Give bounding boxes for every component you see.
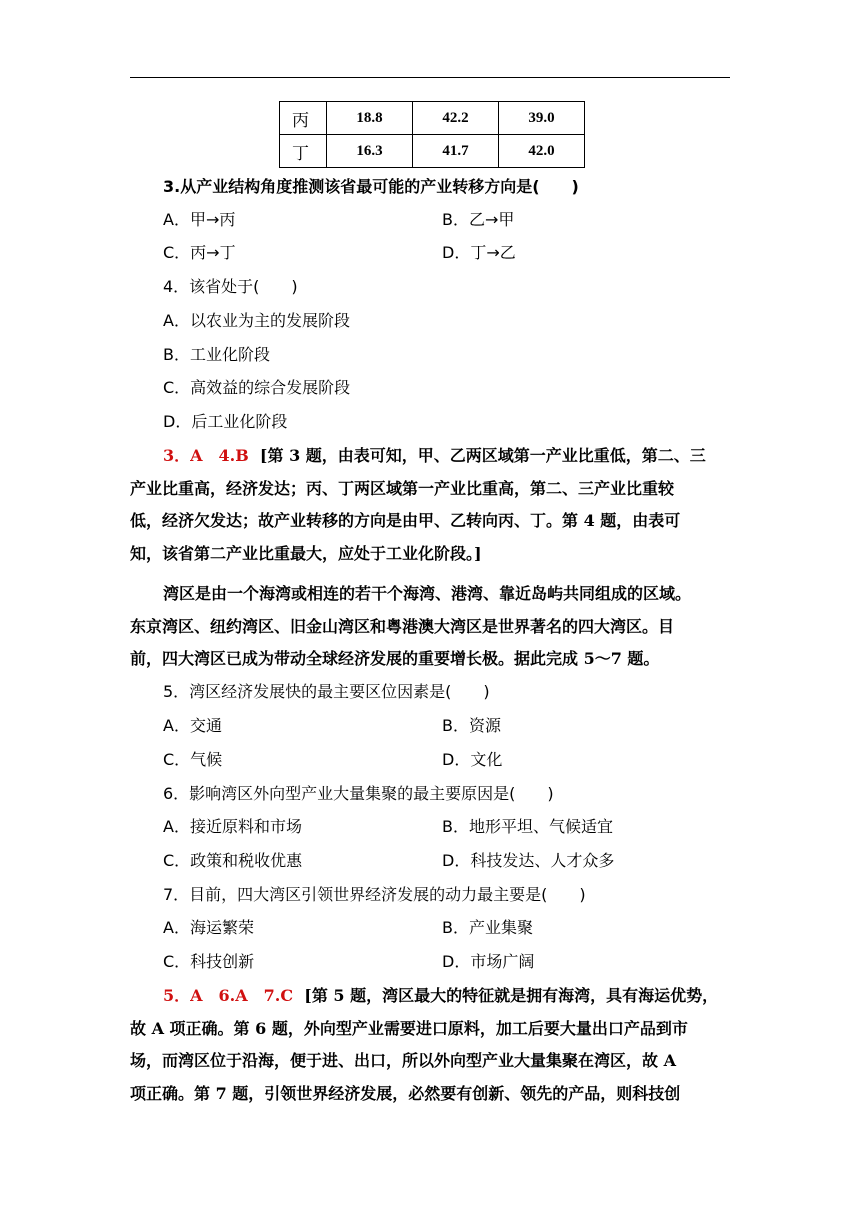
q7-option-a: A．海运繁荣 xyxy=(163,918,254,937)
q6-option-a: A．接近原料和市场 xyxy=(163,817,302,836)
answer-text: 产业比重高，经济发达；丙、丁两区域第一产业比重高，第二、三产业比重较 xyxy=(130,478,675,498)
passage-text: 湾区是由一个海湾或相连的若干个海湾、港湾、靠近岛屿共同组成的区域。 xyxy=(163,584,692,603)
passage-text: 东京湾区、纽约湾区、旧金山湾区和粤港澳大湾区是世界著名的四大湾区。目 xyxy=(130,616,675,636)
q7-option-b: B．产业集聚 xyxy=(442,918,533,937)
q5-option-a: A．交通 xyxy=(163,716,222,735)
q7-option-c: C．科技创新 xyxy=(163,952,255,971)
question-5-stem: 5．湾区经济发展快的最主要区位因素是( ) xyxy=(163,682,490,701)
q5-option-c: C．气候 xyxy=(163,750,223,769)
answer-text: [第 5 题，湾区最大的特征就是拥有海湾，具有海运优势， xyxy=(304,986,719,1005)
question-4-stem: 4．该省处于( ) xyxy=(163,277,298,296)
q4-option-b: B．工业化阶段 xyxy=(163,345,270,364)
question-7-stem: 7．目前，四大湾区引领世界经济发展的动力最主要是( ) xyxy=(163,885,586,904)
q4-option-d: D．后工业化阶段 xyxy=(163,412,288,431)
q5-option-d: D．文化 xyxy=(442,750,503,769)
q3-option-d: D．丁→乙 xyxy=(442,243,516,262)
q3-option-c: C．丙→丁 xyxy=(163,243,236,262)
q6-option-d: D．科技发达、人才众多 xyxy=(442,851,615,870)
region-name: 丙 xyxy=(280,102,327,135)
answer-text: 项正确。第 7 题，引领世界经济发展，必然要有创新、领先的产品，则科技创 xyxy=(130,1083,681,1103)
answer-5-7 xyxy=(130,980,730,1110)
q3-option-a: A．甲→丙 xyxy=(163,210,236,229)
q5-option-b: B．资源 xyxy=(442,716,501,735)
q4-option-a: A．以农业为主的发展阶段 xyxy=(163,311,350,330)
header-rule xyxy=(130,77,730,78)
q6-option-c: C．政策和税收优惠 xyxy=(163,851,303,870)
table-cell: 16.3 xyxy=(327,135,413,168)
answer-text: 故 A 项正确。第 6 题，外向型产业需要进口原料，加工后要大量出口产品到市 xyxy=(130,1018,688,1038)
q3-option-b: B．乙→甲 xyxy=(442,210,515,229)
answer-text: [第 3 题，由表可知，甲、乙两区域第一产业比重低，第二、三 xyxy=(259,446,706,465)
region-name: 丁 xyxy=(280,135,327,168)
answer-key: 3．A 4.B xyxy=(163,446,249,465)
data-table xyxy=(279,101,585,168)
table-row xyxy=(280,135,585,168)
question-6-stem: 6．影响湾区外向型产业大量集聚的最主要原因是( ) xyxy=(163,784,554,803)
answer-3-4 xyxy=(130,440,730,570)
table-cell: 39.0 xyxy=(499,102,585,135)
table-cell: 18.8 xyxy=(327,102,413,135)
passage xyxy=(130,578,730,676)
table-row xyxy=(280,102,585,135)
table-cell: 41.7 xyxy=(413,135,499,168)
q4-option-c: C．高效益的综合发展阶段 xyxy=(163,378,351,397)
answer-text: 场，而湾区位于沿海，便于进、出口，所以外向型产业大量集聚在湾区，故 A xyxy=(130,1051,676,1070)
answer-key: 5．A 6.A 7.C xyxy=(163,986,294,1005)
answer-text: 知，该省第二产业比重最大，应处于工业化阶段。] xyxy=(130,543,482,563)
q7-option-d: D．市场广阔 xyxy=(442,952,535,971)
passage-text: 前，四大湾区已成为带动全球经济发展的重要增长极。据此完成 5～7 题。 xyxy=(130,649,660,668)
table-cell: 42.0 xyxy=(499,135,585,168)
q6-option-b: B．地形平坦、气候适宜 xyxy=(442,817,613,836)
answer-text: 低，经济欠发达；故产业转移的方向是由甲、乙转向丙、丁。第 4 题，由表可 xyxy=(130,511,681,530)
table-cell: 42.2 xyxy=(413,102,499,135)
question-3-stem: 3.从产业结构角度推测该省最可能的产业转移方向是( ) xyxy=(163,177,579,196)
